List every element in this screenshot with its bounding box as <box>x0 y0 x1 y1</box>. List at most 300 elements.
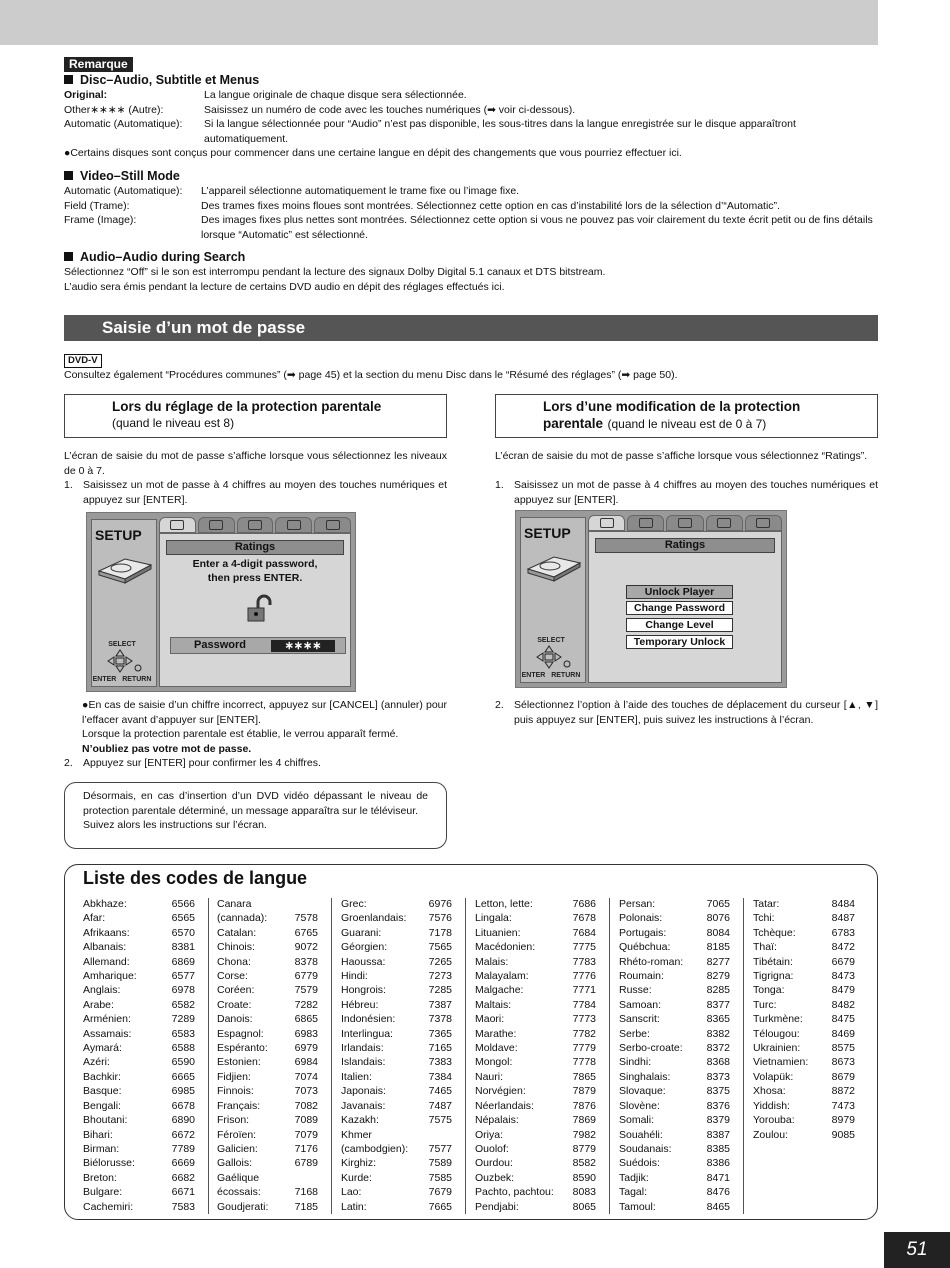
language-code: 7589 <box>428 1157 452 1170</box>
language-name: Tatar: <box>753 898 780 910</box>
language-code-row <box>475 1113 596 1127</box>
language-code-row <box>217 1171 318 1185</box>
language-code: 6869 <box>171 955 195 968</box>
tab-video[interactable] <box>198 517 235 533</box>
language-name: Amharique: <box>83 970 137 983</box>
language-code: 7865 <box>572 1070 596 1083</box>
setup-title: SETUP <box>524 525 571 541</box>
language-code-row <box>475 1185 596 1199</box>
language-name: Tigrigna: <box>753 970 794 983</box>
language-code: 8285 <box>706 984 730 997</box>
language-code: 7577 <box>428 1142 452 1155</box>
language-code: 8379 <box>706 1114 730 1127</box>
language-name: Groenlandais: <box>341 912 407 925</box>
language-name: Ouzbek: <box>475 1171 515 1184</box>
option-change-level[interactable]: Change Level <box>626 618 733 632</box>
language-code-row <box>619 1200 730 1214</box>
language-code-row <box>217 1200 318 1214</box>
language-name: Norvégien: <box>475 1085 526 1098</box>
language-code: 8084 <box>706 926 730 939</box>
language-code: 7678 <box>572 912 596 925</box>
language-name: Espagnol: <box>217 1027 264 1040</box>
enter-return-labels: ENTER RETURN <box>521 672 581 679</box>
language-code-row <box>619 1185 730 1199</box>
language-code-row <box>341 1171 452 1185</box>
language-code: 7575 <box>428 1114 452 1127</box>
language-name: Anglais: <box>83 984 121 997</box>
language-code: 6570 <box>171 926 195 939</box>
language-name: Ouolof: <box>475 1142 509 1155</box>
language-code: 7273 <box>428 970 452 983</box>
disc-note: ●Certains disques sont conçus pour commencer dans une certaine langue en dépit des changements que vous pourriez effectuer ici. <box>64 147 682 159</box>
language-name: (cannada): <box>217 912 268 925</box>
language-code: 7876 <box>572 1099 596 1112</box>
language-code-row <box>217 897 318 911</box>
language-name: Tibétain: <box>753 955 793 968</box>
language-code-row <box>341 1070 452 1084</box>
language-code: 6783 <box>831 926 855 939</box>
tab-other[interactable] <box>314 517 351 533</box>
language-code-row <box>619 969 730 983</box>
language-code-row <box>217 1055 318 1069</box>
language-code-row <box>83 1142 195 1156</box>
language-code: 7684 <box>572 926 596 939</box>
language-code: 7784 <box>572 998 596 1011</box>
language-name: Lituanien: <box>475 926 521 939</box>
setup-tabs <box>159 517 351 533</box>
language-code: 7579 <box>294 984 318 997</box>
language-code: 7285 <box>428 984 452 997</box>
language-code-row <box>475 1171 596 1185</box>
language-code-row <box>619 983 730 997</box>
right-box-heading: Lors d’une modification de la protection parentale (quand le niveau est de 0 à 7) <box>495 394 878 438</box>
language-name: Afrikaans: <box>83 926 130 939</box>
language-name: Kirghiz: <box>341 1157 377 1170</box>
language-code-row <box>619 1156 730 1170</box>
other-tab-icon <box>326 520 340 530</box>
language-name: Cachemiri: <box>83 1200 134 1213</box>
language-column-6 <box>753 897 855 1142</box>
square-bullet-icon <box>64 171 73 180</box>
language-code: 6789 <box>294 1157 318 1170</box>
language-name: Fidjien: <box>217 1070 251 1083</box>
language-code: 8382 <box>706 1027 730 1040</box>
select-label: SELECT <box>108 641 136 648</box>
language-name: Népalais: <box>475 1114 519 1127</box>
language-code-row <box>83 897 195 911</box>
language-code: 8473 <box>831 970 855 983</box>
language-code-row <box>753 940 855 954</box>
language-code: 8185 <box>706 941 730 954</box>
top-gray-bar <box>0 0 878 45</box>
language-code: 7576 <box>428 912 452 925</box>
language-name: Espéranto: <box>217 1042 268 1055</box>
language-code-row <box>83 1113 195 1127</box>
language-code: 7783 <box>572 955 596 968</box>
language-name: Zoulou: <box>753 1128 789 1141</box>
language-code: 6978 <box>171 984 195 997</box>
language-name: Aymará: <box>83 1042 122 1055</box>
language-code-row <box>619 926 730 940</box>
left-bullets: ●En cas de saisie d’un chiffre incorrect, appuyez sur [CANCEL] (annuler) pour l’effacer avant d’appuyer sur [ENTER]. Lorsque la protection parentale est établie, le verrou apparaît fermé. N’oubliez pas votre mot de passe. <box>82 699 447 755</box>
language-code-row <box>217 911 318 925</box>
language-code: 6984 <box>294 1056 318 1069</box>
language-name: Malgache: <box>475 984 524 997</box>
language-code-row <box>217 1113 318 1127</box>
language-code: 8487 <box>831 912 855 925</box>
language-code-row <box>753 1084 855 1098</box>
language-name: Croate: <box>217 998 252 1011</box>
language-code: 8484 <box>831 898 855 910</box>
language-code-row <box>341 998 452 1012</box>
section-intro: Consultez également “Procédures communes” (➡ page 45) et la section du menu Disc dans le “Résumé des réglages” (➡ page 50). <box>64 369 678 381</box>
language-code: 8465 <box>706 1200 730 1213</box>
language-name: Gaélique <box>217 1171 260 1184</box>
language-name: Haoussa: <box>341 955 386 968</box>
language-name: Tchi: <box>753 912 775 925</box>
language-code-row <box>83 926 195 940</box>
language-code-row <box>475 1012 596 1026</box>
cursor-keys-icon <box>531 644 571 670</box>
language-code-row <box>475 1084 596 1098</box>
language-code-row <box>217 1027 318 1041</box>
language-code-row <box>475 1055 596 1069</box>
section-title-bar <box>64 315 878 341</box>
language-code-row <box>83 1012 195 1026</box>
setup-title: SETUP <box>95 527 142 543</box>
language-code-row <box>341 911 452 925</box>
language-code-row <box>341 1012 452 1026</box>
language-code: 8378 <box>294 955 318 968</box>
language-name: Serbe: <box>619 1027 650 1040</box>
language-code-row <box>475 998 596 1012</box>
tab-audio[interactable] <box>666 515 703 531</box>
language-code-row <box>341 1084 452 1098</box>
language-code-row <box>217 1185 318 1199</box>
language-code: 7686 <box>572 898 596 910</box>
dvd-v-badge: DVD-V <box>64 354 102 368</box>
language-code: 7869 <box>572 1114 596 1127</box>
language-code: 9085 <box>831 1128 855 1141</box>
language-code: 8472 <box>831 941 855 954</box>
language-code-row <box>341 1099 452 1113</box>
language-name: Birman: <box>83 1142 120 1155</box>
page-number: 51 <box>884 1232 950 1268</box>
language-code-row <box>475 1099 596 1113</box>
language-name: (cambodgien): <box>341 1142 409 1155</box>
language-code-row <box>619 1113 730 1127</box>
language-name: Hindi: <box>341 970 368 983</box>
language-code-row <box>619 998 730 1012</box>
language-code: 7089 <box>294 1114 318 1127</box>
language-code: 6682 <box>171 1171 195 1184</box>
select-label: SELECT <box>537 637 565 644</box>
left-step-2: 2. Appuyez sur [ENTER] pour confirmer les 4 chiffres. <box>64 757 321 769</box>
language-code-row <box>83 983 195 997</box>
language-name: Abkhaze: <box>83 898 127 910</box>
language-code: 6779 <box>294 970 318 983</box>
language-code-row <box>341 969 452 983</box>
language-code: 7465 <box>428 1085 452 1098</box>
language-code: 7578 <box>294 912 318 925</box>
language-code-row <box>753 955 855 969</box>
language-code-row <box>83 1027 195 1041</box>
language-code: 7289 <box>171 1013 195 1026</box>
language-code-row <box>753 1070 855 1084</box>
language-name: Coréen: <box>217 984 255 997</box>
language-name: Javanais: <box>341 1099 386 1112</box>
language-code: 8076 <box>706 912 730 925</box>
language-code: 7982 <box>572 1128 596 1141</box>
language-code-row <box>753 897 855 911</box>
language-code: 7082 <box>294 1099 318 1112</box>
info-box: Désormais, en cas d’insertion d’un DVD vidéo dépassant le niveau de protection parentale déterminé, un message apparaîtra sur le téléviseur. Suivez alors les instructions sur l’écran. <box>64 782 447 849</box>
language-code-row <box>619 897 730 911</box>
language-name: Latin: <box>341 1200 367 1213</box>
language-code-row <box>753 983 855 997</box>
tab-other[interactable] <box>745 515 782 531</box>
language-column-4 <box>475 897 596 1214</box>
video-tab-icon <box>639 518 653 528</box>
language-name: Marathe: <box>475 1027 517 1040</box>
video-row-field: Field (Trame): Des trames fixes moins floues sont montrées. Sélectionnez cette option en cas d’instabilité lors de la sélection d’“Automatic”. <box>64 199 780 212</box>
language-code-row <box>341 983 452 997</box>
language-code-row <box>83 911 195 925</box>
language-codes-title: Liste des codes de langue <box>83 868 308 888</box>
disc-tab-icon <box>170 520 184 530</box>
video-tab-icon <box>209 520 223 530</box>
language-code: 8469 <box>831 1027 855 1040</box>
language-code-row <box>83 1070 195 1084</box>
language-code: 6672 <box>171 1128 195 1141</box>
language-name: Slovaque: <box>619 1085 666 1098</box>
language-code: 8387 <box>706 1128 730 1141</box>
language-name: Chona: <box>217 955 251 968</box>
right-paragraph: L’écran de saisie du mot de passe s’affiche lorsque vous sélectionnez “Ratings”. <box>495 450 868 462</box>
language-name: Féroïen: <box>217 1128 257 1141</box>
language-name: Azéri: <box>83 1056 110 1069</box>
section-title: Saisie d’un mot de passe <box>102 318 306 337</box>
language-code: 7074 <box>294 1070 318 1083</box>
language-column-2 <box>217 897 318 1214</box>
display-tab-icon <box>717 518 731 528</box>
option-change-password[interactable]: Change Password <box>626 601 733 615</box>
language-code-row <box>619 1070 730 1084</box>
disc-row-original: Original: La langue originale de chaque disque sera sélectionnée. <box>64 89 467 101</box>
language-code-row <box>475 926 596 940</box>
language-code-row <box>217 1156 318 1170</box>
column-divider <box>465 898 466 1214</box>
language-code-row <box>753 1012 855 1026</box>
disc-definitions <box>64 88 878 146</box>
language-name: Turc: <box>753 998 777 1011</box>
language-name: Chinois: <box>217 941 255 954</box>
language-code: 6679 <box>831 955 855 968</box>
language-code-row <box>475 1070 596 1084</box>
square-bullet-icon <box>64 75 73 84</box>
language-code-row <box>83 1171 195 1185</box>
language-name: Xhosa: <box>753 1085 786 1098</box>
language-name: Tchèque: <box>753 926 796 939</box>
language-code: 6983 <box>294 1027 318 1040</box>
language-name: écossais: <box>217 1186 261 1199</box>
language-code: 8376 <box>706 1099 730 1112</box>
language-name: Mongol: <box>475 1056 513 1069</box>
ratings-header: Ratings <box>595 538 775 553</box>
language-code: 8582 <box>572 1157 596 1170</box>
language-name: Tonga: <box>753 984 785 997</box>
language-name: Bulgare: <box>83 1186 123 1199</box>
language-code-row <box>83 1041 195 1055</box>
language-code: 7487 <box>428 1099 452 1112</box>
language-code-row <box>475 969 596 983</box>
language-name: Kurde: <box>341 1171 372 1184</box>
language-code: 7473 <box>831 1099 855 1112</box>
tab-display[interactable] <box>275 517 312 533</box>
language-name: Russe: <box>619 984 652 997</box>
video-row-frame: Frame (Image): Des images fixes plus nettes sont montrées. Sélectionnez cette option si vous ne pouvez pas voir clairement du texte écrit petit ou de fins détails lorsque “Automatic” est sélectionné. <box>64 214 873 241</box>
language-name: Yiddish: <box>753 1099 790 1112</box>
language-code: 8365 <box>706 1013 730 1026</box>
disc-player-icon <box>524 549 584 583</box>
language-code: 6582 <box>171 998 195 1011</box>
language-column-5 <box>619 897 730 1214</box>
language-code: 6678 <box>171 1099 195 1112</box>
language-code: 6583 <box>171 1027 195 1040</box>
language-name: Nauri: <box>475 1070 504 1083</box>
language-code-row <box>619 911 730 925</box>
language-code: 6588 <box>171 1042 195 1055</box>
language-name: Lao: <box>341 1186 362 1199</box>
language-name: Breton: <box>83 1171 117 1184</box>
language-code: 7265 <box>428 955 452 968</box>
language-code: 7782 <box>572 1027 596 1040</box>
language-code: 6890 <box>171 1114 195 1127</box>
tab-disc[interactable] <box>588 515 625 531</box>
language-code: 8590 <box>572 1171 596 1184</box>
left-paragraph: L’écran de saisie du mot de passe s’affiche lorsque vous sélectionnez les niveaux de 0 à 7. <box>64 450 447 477</box>
language-code: 7365 <box>428 1027 452 1040</box>
language-name: Souahéli: <box>619 1128 663 1141</box>
language-code: 6865 <box>294 1013 318 1026</box>
language-code-row <box>217 1012 318 1026</box>
language-name: Biélorusse: <box>83 1157 135 1170</box>
language-code-row <box>217 1084 318 1098</box>
tab-display[interactable] <box>706 515 743 531</box>
language-code-row <box>475 940 596 954</box>
language-code: 8979 <box>831 1114 855 1127</box>
left-box-heading: Lors du réglage de la protection parentale (quand le niveau est 8) <box>64 394 447 438</box>
language-code: 7583 <box>171 1200 195 1213</box>
language-name: Tagal: <box>619 1186 648 1199</box>
language-name: Tamoul: <box>619 1200 656 1213</box>
language-column-3 <box>341 897 452 1214</box>
display-tab-icon <box>287 520 301 530</box>
language-code: 8475 <box>831 1013 855 1026</box>
language-code-row <box>475 1128 596 1142</box>
square-bullet-icon <box>64 252 73 261</box>
language-code: 8471 <box>706 1171 730 1184</box>
language-name: Singhalais: <box>619 1070 671 1083</box>
language-name: Corse: <box>217 970 248 983</box>
video-heading: Video–Still Mode <box>64 169 180 183</box>
language-name: Vietnamien: <box>753 1056 809 1069</box>
setup-main-panel <box>588 531 782 683</box>
language-name: Assamais: <box>83 1027 132 1040</box>
language-name: Télougou: <box>753 1027 800 1040</box>
language-name: Albanais: <box>83 941 127 954</box>
language-code: 8381 <box>171 941 195 954</box>
language-code-row <box>475 1027 596 1041</box>
language-code-row <box>341 1041 452 1055</box>
right-step-2: 2. Sélectionnez l’option à l’aide des touches de déplacement du curseur [▲, ▼] puis appuyez sur [ENTER], puis suivez les instructions à l’écran. <box>495 699 878 726</box>
tab-disc[interactable] <box>159 517 196 533</box>
language-name: Bachkir: <box>83 1070 121 1083</box>
language-name: Kazakh: <box>341 1114 379 1127</box>
column-divider <box>208 898 209 1214</box>
language-code: 7778 <box>572 1056 596 1069</box>
option-unlock-player[interactable]: Unlock Player <box>626 585 733 599</box>
language-code-row <box>619 1084 730 1098</box>
language-code-row <box>619 1027 730 1041</box>
language-code-row <box>217 1128 318 1142</box>
disc-row-other: Other∗∗∗∗ (Autre): Saisissez un numéro de code avec les touches numériques (➡ voir ci-dessous). <box>64 103 576 116</box>
setup-main-panel <box>159 533 351 687</box>
language-name: Finnois: <box>217 1085 254 1098</box>
language-name: Malayalam: <box>475 970 529 983</box>
language-code-row <box>475 955 596 969</box>
language-code: 7789 <box>171 1142 195 1155</box>
video-definitions <box>64 184 878 242</box>
password-input[interactable]: ∗∗∗∗ <box>271 640 335 652</box>
tab-audio[interactable] <box>237 517 274 533</box>
language-code-row <box>475 897 596 911</box>
language-code-row <box>83 1084 195 1098</box>
language-code: 7775 <box>572 941 596 954</box>
tab-video[interactable] <box>627 515 664 531</box>
language-name: Géorgien: <box>341 941 388 954</box>
language-name: Sanscrit: <box>619 1013 660 1026</box>
language-code-row <box>217 998 318 1012</box>
language-code-row <box>83 1055 195 1069</box>
language-code: 7384 <box>428 1070 452 1083</box>
audio-line-1: Sélectionnez “Off” si le son est interrompu pendant la lecture des signaux Dolby Digital 5.1 canaux et DTS bitstream. <box>64 266 606 278</box>
option-temporary-unlock[interactable]: Temporary Unlock <box>626 635 733 649</box>
language-code: 6669 <box>171 1157 195 1170</box>
language-name: Bihari: <box>83 1128 113 1141</box>
unlocked-padlock-icon <box>244 594 274 624</box>
language-name: Catalan: <box>217 926 257 939</box>
language-code: 6765 <box>294 926 318 939</box>
language-code: 8482 <box>831 998 855 1011</box>
ratings-header: Ratings <box>166 540 344 555</box>
language-code-row <box>475 1200 596 1214</box>
language-code: 7879 <box>572 1085 596 1098</box>
language-code: 6976 <box>428 898 452 910</box>
language-code-row <box>217 983 318 997</box>
language-code: 6671 <box>171 1186 195 1199</box>
language-code: 7773 <box>572 1013 596 1026</box>
language-code: 7168 <box>294 1186 318 1199</box>
language-name: Néerlandais: <box>475 1099 534 1112</box>
language-code: 7165 <box>428 1042 452 1055</box>
language-code-row <box>83 1128 195 1142</box>
language-code-row <box>217 1041 318 1055</box>
language-name: Volapük: <box>753 1070 794 1083</box>
language-name: Soudanais: <box>619 1142 672 1155</box>
language-name: Polonais: <box>619 912 663 925</box>
language-code: 8575 <box>831 1042 855 1055</box>
